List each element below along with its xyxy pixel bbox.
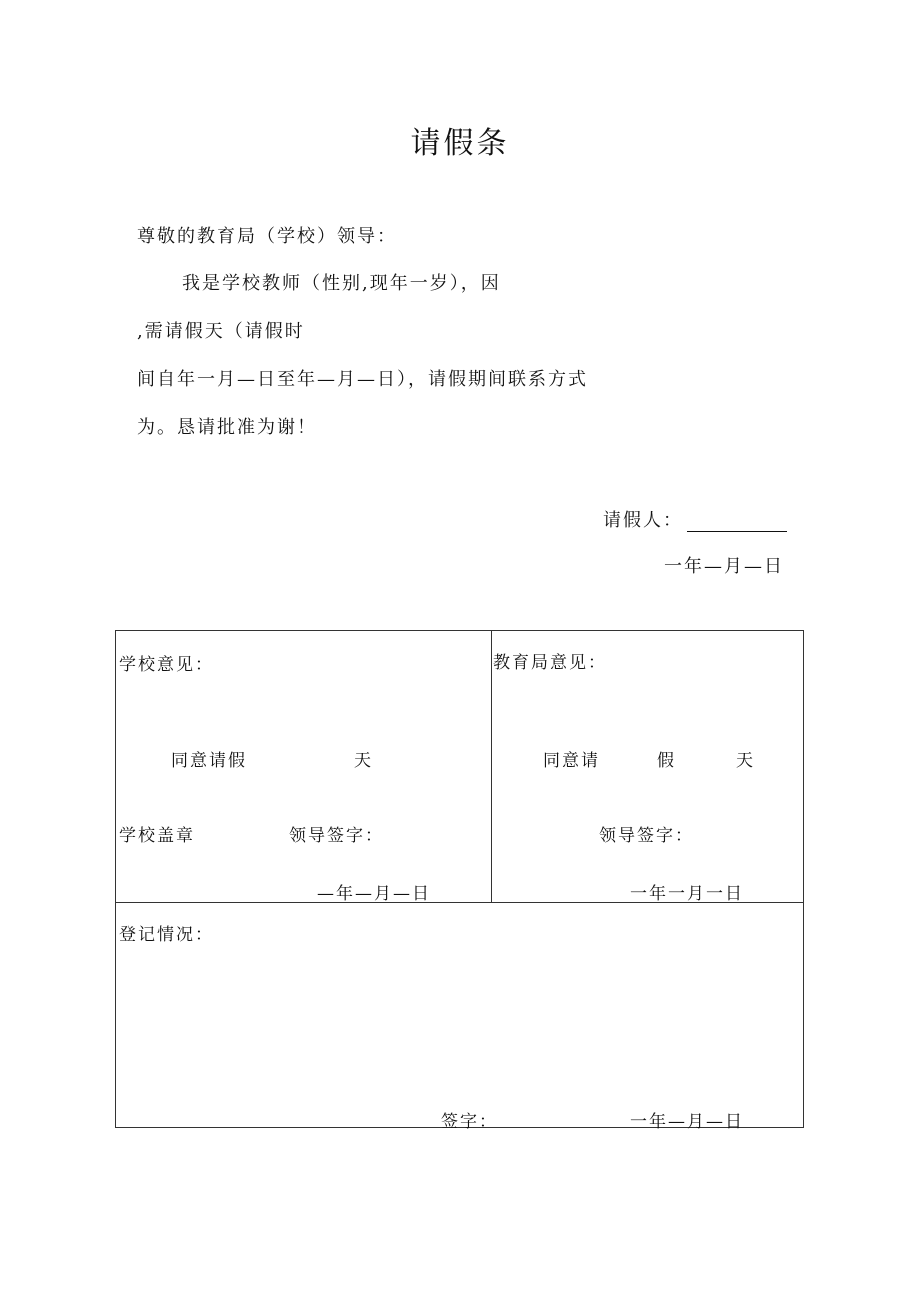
- bureau-agree-unit: 天: [736, 751, 755, 771]
- bureau-leader-sign-label: 领导签字：: [599, 826, 694, 846]
- bureau-opinion-heading: 教育局意见：: [493, 653, 607, 673]
- school-date: —年—月—日: [317, 884, 431, 904]
- letter-line-1: 我是学校教师（性别,现年一岁），因: [182, 273, 501, 294]
- letter-line-2: ,需请假天（请假时: [137, 321, 305, 342]
- approval-table: [115, 630, 804, 1132]
- signer-blank[interactable]: [687, 513, 787, 532]
- school-agree-text: 同意请假: [171, 751, 247, 771]
- registration-heading: 登记情况：: [119, 925, 214, 945]
- school-agree-unit: 天: [354, 751, 373, 771]
- registration-date: 一年—月—日: [630, 1112, 744, 1132]
- signer-date: 一年—月—日: [664, 556, 784, 577]
- letter-line-4: 为。恳请批准为谢！: [137, 417, 317, 438]
- signer-label: 请假人：: [603, 510, 683, 531]
- school-opinion-heading: 学校意见：: [119, 655, 214, 675]
- registration-sign-label: 签字：: [441, 1112, 498, 1132]
- bureau-agree-text: 同意请: [543, 751, 600, 771]
- bureau-agree-leave: 假: [657, 751, 676, 771]
- signer-row: [603, 506, 787, 532]
- school-stamp-label: 学校盖章: [119, 826, 195, 846]
- bureau-date: 一年一月一日: [630, 884, 744, 904]
- salutation: 尊敬的教育局（学校）领导：: [137, 226, 397, 247]
- letter-line-3: 间自年一月—日至年—月—日），请假期间联系方式: [137, 369, 588, 390]
- school-leader-sign-label: 领导签字：: [289, 826, 384, 846]
- page-title: 请假条: [410, 126, 510, 161]
- column-divider: [491, 631, 492, 902]
